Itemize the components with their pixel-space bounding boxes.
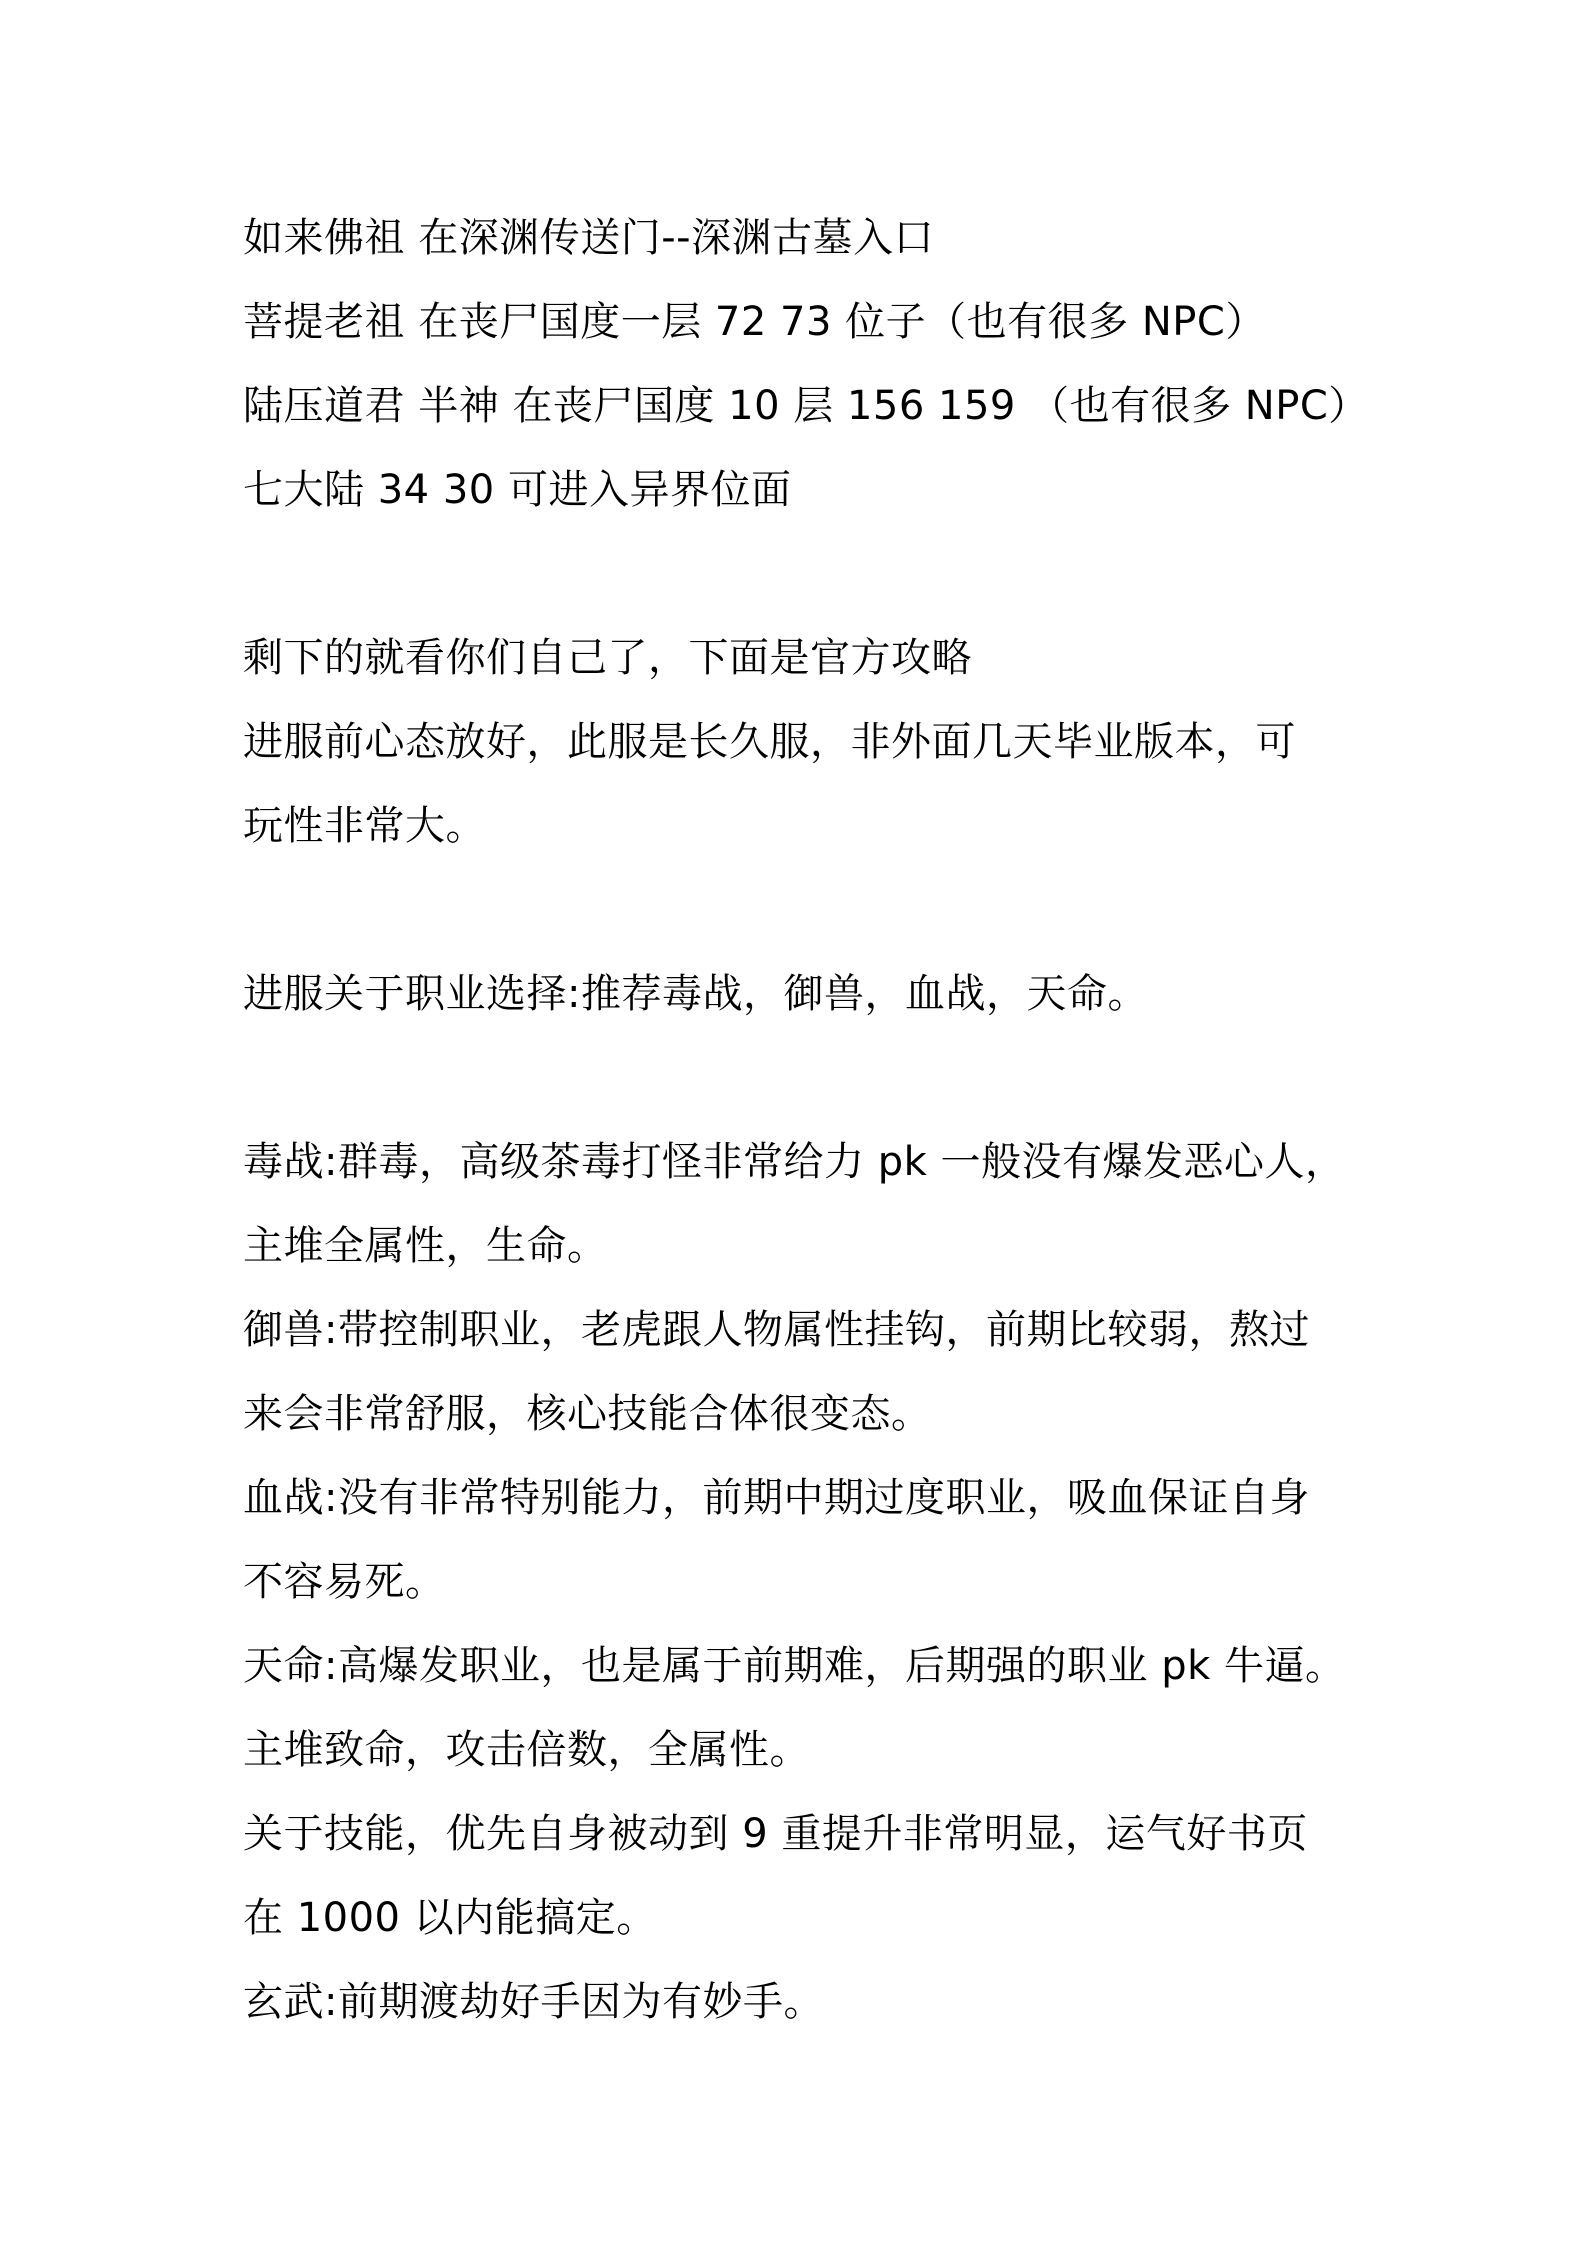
text-line: 不容易死。 <box>243 1559 446 1605</box>
blank-line <box>243 868 1363 952</box>
document-body <box>243 196 1369 2044</box>
text-line: 主堆全属性，生命。 <box>243 1223 608 1269</box>
text-line: 关于技能，优先自身被动到 9 重提升非常明显，运气好书页 <box>243 1811 1308 1857</box>
text-line: 御兽:带控制职业，老虎跟人物属性挂钩，前期比较弱，熬过 <box>243 1307 1310 1353</box>
text-line: 陆压道君 半神 在丧尸国度 10 层 156 159 （也有很多 NPC） <box>243 383 1369 429</box>
text-line: 剩下的就看你们自己了，下面是官方攻略 <box>243 635 972 681</box>
text-line: 血战:没有非常特别能力，前期中期过度职业，吸血保证自身 <box>243 1475 1310 1521</box>
text-line: 玄武:前期渡劫好手因为有妙手。 <box>243 1979 824 2025</box>
text-line: 天命:高爆发职业，也是属于前期难，后期强的职业 pk 牛逼。 <box>243 1643 1346 1689</box>
text-line: 玩性非常大。 <box>243 803 486 849</box>
text-line: 进服关于职业选择:推荐毒战，御兽，血战，天命。 <box>243 971 1148 1017</box>
blank-line <box>243 532 1363 616</box>
text-line: 进服前心态放好，此服是长久服，非外面几天毕业版本，可 <box>243 719 1296 765</box>
text-line: 在 1000 以内能搞定。 <box>243 1895 657 1941</box>
text-line: 菩提老祖 在丧尸国度一层 72 73 位子（也有很多 NPC） <box>243 299 1266 345</box>
blank-line <box>243 1036 1363 1120</box>
text-line: 主堆致命，攻击倍数，全属性。 <box>243 1727 810 1773</box>
text-line: 来会非常舒服，核心技能合体很变态。 <box>243 1391 932 1437</box>
text-line: 如来佛祖 在深渊传送门--深渊古墓入口 <box>243 215 935 261</box>
text-line: 七大陆 34 30 可进入异界位面 <box>243 467 792 513</box>
text-line: 毒战:群毒，高级茶毒打怪非常给力 pk 一般没有爆发恶心人， <box>243 1139 1346 1185</box>
